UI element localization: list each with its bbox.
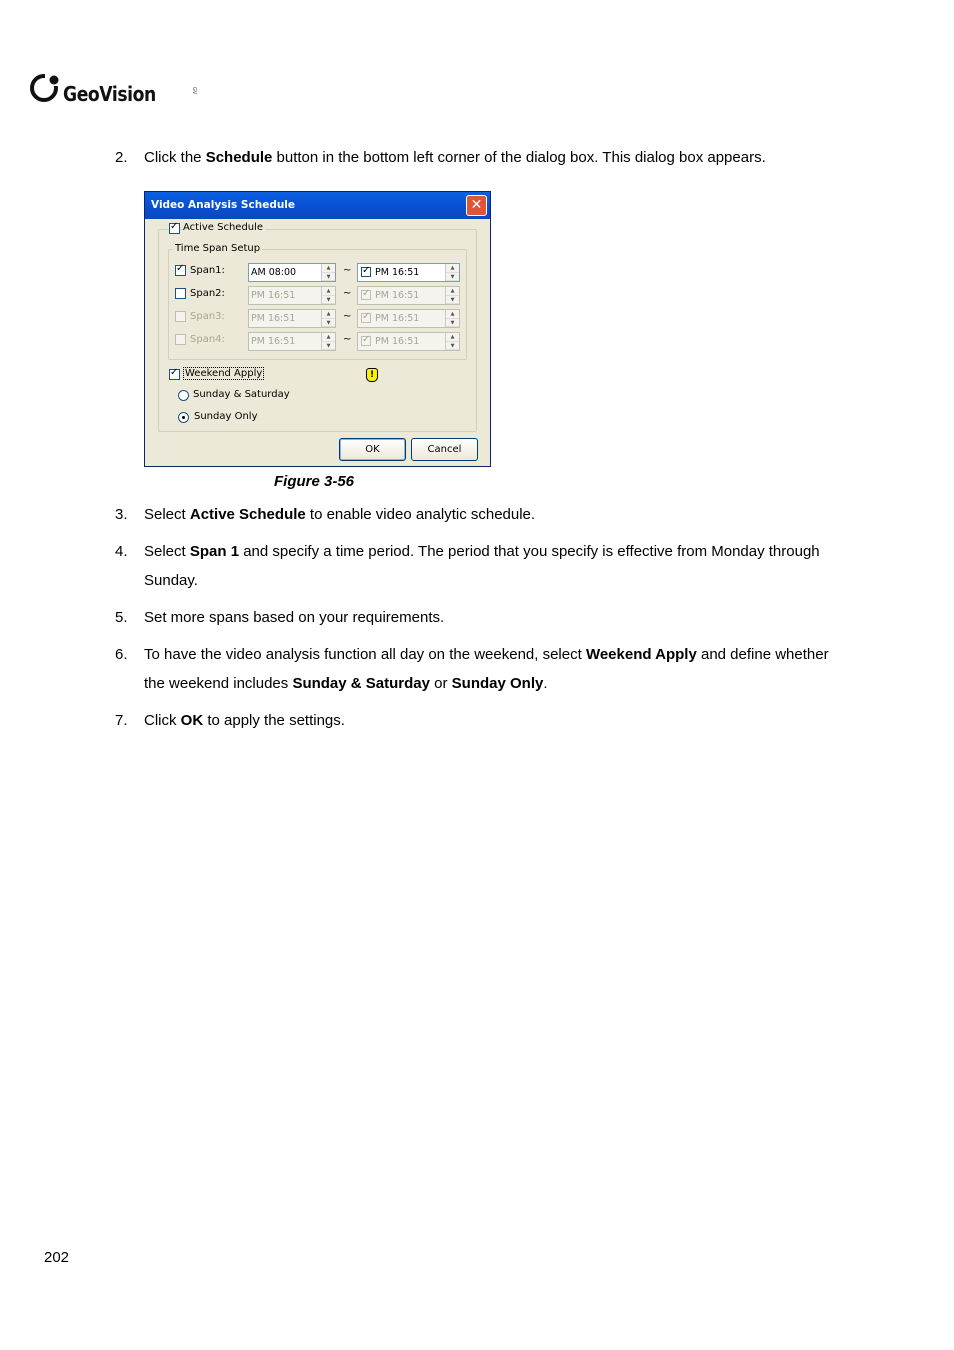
active-schedule-label: Active Schedule bbox=[183, 222, 264, 233]
span1-start-time[interactable]: AM 08:00 ▲ ▼ bbox=[248, 263, 336, 282]
span2-end-time[interactable]: ✓ PM 16:51 ▲ ▼ bbox=[357, 286, 460, 305]
step-text: Select Span 1 and specify a time period. The period that you specify is effective from Monday through Sunday. bbox=[144, 543, 820, 589]
ok-button[interactable]: OK bbox=[339, 438, 406, 461]
down-arrow-icon: ▼ bbox=[446, 296, 459, 305]
spin-buttons[interactable] bbox=[445, 264, 459, 281]
step-7 bbox=[115, 706, 835, 735]
spin-buttons[interactable] bbox=[321, 333, 335, 350]
span2-start-time[interactable]: PM 16:51 ▲ ▼ bbox=[248, 286, 336, 305]
range-tilde: ~ bbox=[343, 288, 352, 299]
up-arrow-icon: ▲ bbox=[322, 287, 335, 296]
cancel-button[interactable]: Cancel bbox=[411, 438, 478, 461]
check-icon: ✓ bbox=[170, 367, 179, 378]
step-number: 5. bbox=[115, 609, 128, 626]
span2-label: Span2: bbox=[190, 288, 225, 299]
span1-end-checkbox[interactable] bbox=[361, 267, 371, 277]
range-tilde: ~ bbox=[343, 311, 352, 322]
step-text: Select Active Schedule to enable video analytic schedule. bbox=[144, 506, 536, 523]
step-number: 4. bbox=[115, 543, 128, 560]
down-arrow-icon: ▼ bbox=[322, 296, 335, 305]
close-button[interactable]: ✕ bbox=[466, 195, 487, 216]
down-arrow-icon: ▼ bbox=[446, 342, 459, 351]
step-3 bbox=[115, 500, 835, 529]
down-arrow-icon: ▼ bbox=[446, 319, 459, 328]
span3-start-time[interactable]: PM 16:51 ▲ ▼ bbox=[248, 309, 336, 328]
spin-buttons[interactable] bbox=[445, 333, 459, 350]
span4-start-time[interactable]: PM 16:51 ▲ ▼ bbox=[248, 332, 336, 351]
check-icon: ✓ bbox=[362, 311, 371, 322]
warning-icon[interactable]: ! bbox=[366, 368, 378, 382]
figure-caption: Figure 3-56 bbox=[274, 473, 355, 490]
step-text: To have the video analysis function all day on the weekend, select Weekend Apply and define whether the weekend includes Sunday & Saturday or Sunday Only. bbox=[144, 646, 829, 692]
step-number: 7. bbox=[115, 712, 128, 729]
step-6 bbox=[115, 640, 835, 698]
up-arrow-icon: ▲ bbox=[322, 310, 335, 319]
spin-buttons[interactable] bbox=[321, 287, 335, 304]
span4-checkbox[interactable] bbox=[175, 334, 186, 345]
dialog-title: Video Analysis Schedule bbox=[151, 199, 296, 211]
span1-end-time[interactable]: ✓ PM 16:51 ▲ ▼ bbox=[357, 263, 460, 282]
geovision-logo bbox=[30, 73, 197, 109]
step-text: Click OK to apply the settings. bbox=[144, 712, 345, 729]
span2-checkbox[interactable] bbox=[175, 288, 186, 299]
up-arrow-icon: ▲ bbox=[446, 333, 459, 342]
logo-small-text: GV bbox=[191, 87, 197, 95]
time-span-setup-label: Time Span Setup bbox=[175, 243, 261, 254]
step-4 bbox=[115, 537, 835, 595]
sunday-saturday-radio[interactable] bbox=[178, 390, 189, 401]
step-number: 3. bbox=[115, 506, 128, 523]
up-arrow-icon: ▲ bbox=[446, 264, 459, 273]
up-arrow-icon: ▲ bbox=[446, 310, 459, 319]
down-arrow-icon: ▼ bbox=[322, 342, 335, 351]
down-arrow-icon: ▼ bbox=[322, 273, 335, 282]
step-number: 2. bbox=[115, 149, 128, 166]
logo-text: GeoVision bbox=[63, 82, 156, 106]
span3-end-time[interactable]: ✓ PM 16:51 ▲ ▼ bbox=[357, 309, 460, 328]
down-arrow-icon: ▼ bbox=[322, 319, 335, 328]
sunday-only-radio[interactable] bbox=[178, 412, 189, 423]
check-icon: ✓ bbox=[362, 288, 371, 299]
spin-buttons[interactable] bbox=[445, 310, 459, 327]
up-arrow-icon: ▲ bbox=[322, 333, 335, 342]
up-arrow-icon: ▲ bbox=[322, 264, 335, 273]
spin-buttons[interactable] bbox=[445, 287, 459, 304]
step-text: Click the Schedule button in the bottom left corner of the dialog box. This dialog box appears. bbox=[144, 149, 766, 166]
range-tilde: ~ bbox=[343, 265, 352, 276]
down-arrow-icon: ▼ bbox=[446, 273, 459, 282]
spin-buttons[interactable] bbox=[321, 264, 335, 281]
step-number: 6. bbox=[115, 646, 128, 663]
span3-end-checkbox[interactable] bbox=[361, 313, 371, 323]
span3-checkbox[interactable] bbox=[175, 311, 186, 322]
check-icon: ✓ bbox=[176, 263, 185, 274]
sunday-only-label: Sunday Only bbox=[194, 411, 258, 422]
spin-buttons[interactable] bbox=[321, 310, 335, 327]
span4-end-checkbox[interactable] bbox=[361, 336, 371, 346]
page-number: 202 bbox=[44, 1249, 70, 1266]
range-tilde: ~ bbox=[343, 334, 352, 345]
weekend-apply-label: Weekend Apply bbox=[185, 368, 263, 379]
check-icon: ✓ bbox=[362, 265, 371, 276]
span1-checkbox[interactable] bbox=[175, 265, 186, 276]
span3-label: Span3: bbox=[190, 311, 225, 322]
check-icon: ✓ bbox=[170, 221, 179, 232]
dialog-titlebar bbox=[145, 192, 490, 219]
step-text: Set more spans based on your requirements. bbox=[144, 609, 445, 626]
sunday-saturday-label: Sunday & Saturday bbox=[193, 389, 290, 400]
step-2 bbox=[115, 143, 835, 172]
span1-label: Span1: bbox=[190, 265, 225, 276]
geovision-logo-icon bbox=[30, 73, 62, 105]
step-5 bbox=[115, 603, 835, 632]
up-arrow-icon: ▲ bbox=[446, 287, 459, 296]
span2-end-checkbox[interactable] bbox=[361, 290, 371, 300]
span4-end-time[interactable]: ✓ PM 16:51 ▲ ▼ bbox=[357, 332, 460, 351]
check-icon: ✓ bbox=[362, 334, 371, 345]
span4-label: Span4: bbox=[190, 334, 225, 345]
active-schedule-checkbox[interactable] bbox=[169, 223, 180, 234]
weekend-apply-checkbox[interactable] bbox=[169, 369, 180, 380]
video-analysis-schedule-dialog bbox=[144, 191, 491, 467]
